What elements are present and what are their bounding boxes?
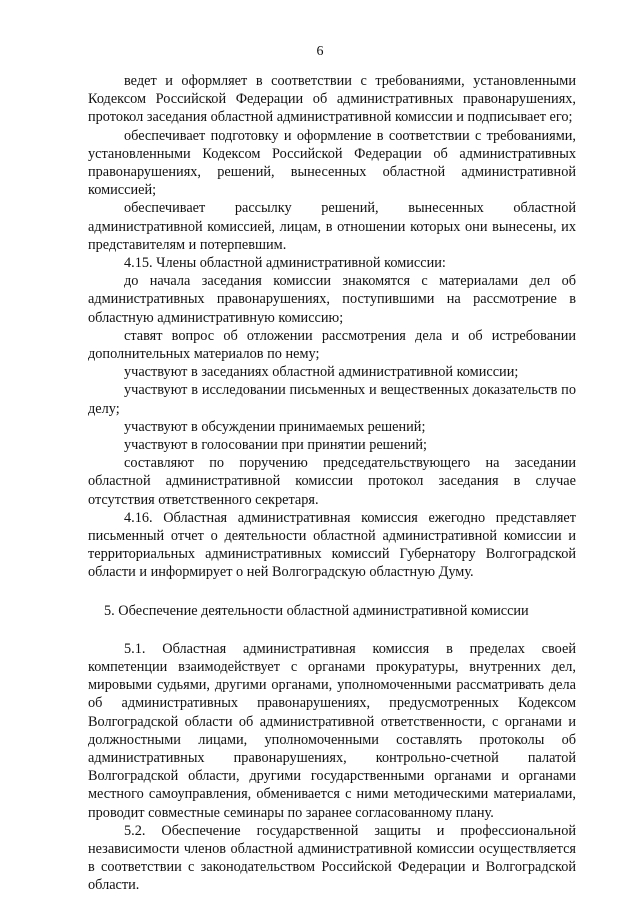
paragraph: ведет и оформляет в соответствии с требованиями, установленными Кодексом Российской Федерации об административных правонарушениях, протокол заседания областной административной комиссии и подписывает его;	[88, 73, 576, 126]
paragraph: ставят вопрос об отложении рассмотрения дела и об истребовании дополнительных материалов по нему;	[88, 327, 576, 363]
paragraph: до начала заседания комиссии знакомятся с материалами дел об административных правонарушениях, поступившими на рассмотрение в областную административную комиссию;	[88, 273, 576, 326]
paragraphs-before-section	[88, 72, 576, 582]
page-number: 6	[316, 44, 324, 59]
paragraph: участвуют в голосовании при принятии решений;	[124, 437, 427, 454]
paragraphs-after-section	[88, 640, 576, 895]
paragraph: составляют по поручению председательствующего на заседании областной административной комиссии протокол заседания в случае отсутствия ответственного секретаря.	[88, 455, 576, 508]
paragraph: участвуют в обсуждении принимаемых решений;	[124, 418, 426, 435]
paragraph: участвуют в исследовании письменных и вещественных доказательств по делу;	[88, 382, 576, 417]
paragraph: участвуют в заседаниях областной административной комиссии;	[124, 364, 519, 381]
paragraph: обеспечивает рассылку решений, вынесенных областной административной комиссией, лицам, в отношении которых они вынесены, их представителям и потерпевшим.	[88, 200, 576, 253]
paragraph: 5.2. Обеспечение государственной защиты и профессиональной независимости членов областной административной комиссии осуществляется в соответствии с законодательством Российской Федерации и Волгоградской области.	[88, 822, 576, 894]
section-heading: 5. Обеспечение деятельности областной административной комиссии	[104, 602, 529, 619]
document-body	[88, 72, 576, 895]
paragraph: обеспечивает подготовку и оформление в соответствии с требованиями, установленными Кодексом Российской Федерации об административных правонарушениях, решений, вынесенных областной административной комиссией;	[88, 127, 576, 199]
paragraph: 4.15. Члены областной административной комиссии:	[124, 255, 446, 272]
paragraph: 4.16. Областная административная комиссия ежегодно представляет письменный отчет о деятельности областной административной комиссии и территориальных административных комиссий Губернатору Волгоградской области и информирует о ней Волгоградскую областную Думу.	[88, 509, 576, 581]
paragraph: 5.1. Областная административная комиссия в пределах своей компетенции взаимодействует с органами прокуратуры, внутренних дел, мировыми судьями, другими органами, уполномоченными рассматривать дела об административных правонарушениях, предусмотренных Кодексом Волгоградской области об административной ответственности, с органами и должностными лицами, уполномоченными составлять протоколы об административных правонарушениях, контрольно-счетной палатой Волгоградской области, другими государственными органами и органами местного самоуправления, обменивается с ними методическими материалами, проводит совместные семинары по заранее согласованному плану.	[88, 640, 576, 821]
